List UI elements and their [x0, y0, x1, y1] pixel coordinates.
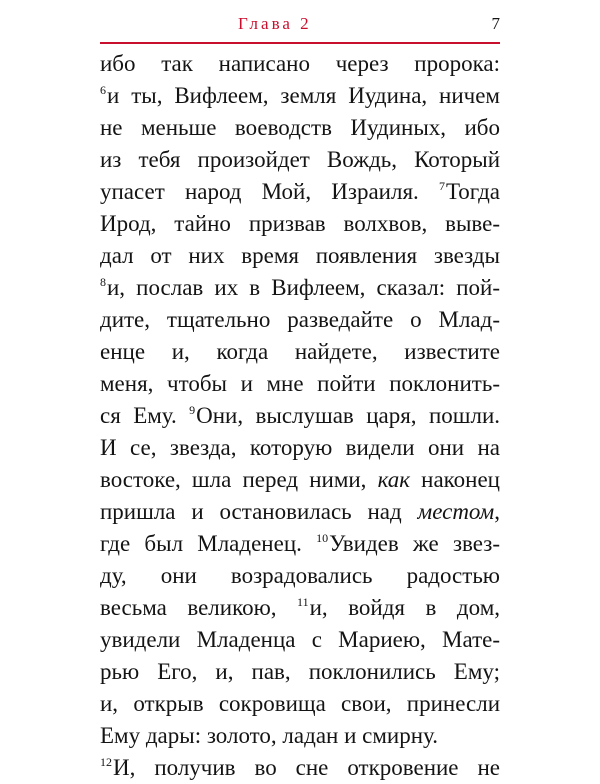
- text-segment: востоке, шла перед ними,: [100, 467, 378, 492]
- text-line: [100, 208, 500, 240]
- text-segment: дал от них время появления звезды: [100, 243, 500, 268]
- text-segment: меня, чтобы и мне пойти поклонить-: [100, 371, 500, 396]
- text-line: [100, 272, 500, 304]
- chapter-heading: Глава 2: [238, 14, 312, 33]
- text-segment: рью Его, и, пав, поклонились Ему;: [100, 659, 500, 684]
- text-segment: весьма великою,: [100, 595, 298, 620]
- text-line: [100, 112, 500, 144]
- text-segment: Увидев же звез-: [329, 531, 500, 556]
- header-rule: [100, 42, 500, 44]
- text-segment: наконец: [410, 467, 500, 492]
- text-segment: Ему дары: золото, ладан и смирну.: [100, 723, 438, 748]
- text-line: [100, 720, 500, 752]
- text-line: [100, 432, 500, 464]
- text-line: [100, 80, 500, 112]
- text-segment: Они, выслушав царя, пошли.: [196, 403, 500, 428]
- text-line: [100, 400, 500, 432]
- text-line: [100, 528, 500, 560]
- text-segment: ду, они возрадовались радостью: [100, 563, 500, 588]
- text-line: [100, 560, 500, 592]
- text-segment: Ирод, тайно призвав волхвов, выве-: [100, 211, 500, 236]
- verse-number: 10: [316, 531, 329, 545]
- verse-number: 12: [100, 755, 112, 769]
- text-segment: Тогда: [445, 179, 500, 204]
- text-segment: и, послав их в Вифлеем, сказал: пой-: [107, 275, 500, 300]
- italic-word: как: [377, 467, 411, 492]
- verse-number: 9: [189, 403, 196, 417]
- text-line: [100, 240, 500, 272]
- text-segment: и, войдя в дом,: [309, 595, 501, 620]
- text-line: [100, 144, 500, 176]
- text-line: [100, 656, 500, 688]
- scripture-text: [100, 48, 500, 784]
- text-line: [100, 592, 500, 624]
- text-line: [100, 176, 500, 208]
- text-line: [100, 752, 500, 784]
- italic-word: местом: [417, 499, 495, 524]
- text-segment: и ты, Вифлеем, земля Иудина, ничем: [107, 83, 500, 108]
- page-number: 7: [491, 14, 500, 33]
- text-segment: ибо так написано через пророка:: [100, 51, 500, 76]
- text-segment: не меньше воеводств Иудиных, ибо: [100, 115, 500, 140]
- text-segment: пришла и остановилась над: [100, 499, 418, 524]
- text-segment: упасет народ Мой, Израиля.: [100, 179, 439, 204]
- verse-number: 11: [297, 595, 309, 609]
- text-line: [100, 368, 500, 400]
- text-segment: ,: [494, 499, 500, 524]
- text-line: [100, 336, 500, 368]
- text-line: [100, 48, 500, 80]
- text-segment: увидели Младенца с Мариею, Мате-: [100, 627, 500, 652]
- text-segment: И, получив во сне откровение не: [113, 755, 500, 780]
- text-segment: енце и, когда найдете, известите: [100, 339, 500, 364]
- text-segment: ся Ему.: [100, 403, 190, 428]
- text-line: [100, 496, 500, 528]
- text-line: [100, 464, 500, 496]
- text-segment: дите, тщательно разведайте о Млад-: [100, 307, 500, 332]
- text-line: [100, 304, 500, 336]
- verse-number: 7: [438, 179, 445, 193]
- text-segment: где был Младенец.: [100, 531, 317, 556]
- text-line: [100, 624, 500, 656]
- running-header: [100, 14, 500, 44]
- text-line: [100, 688, 500, 720]
- text-segment: И се, звезда, которую видели они на: [100, 435, 500, 460]
- verse-number: 8: [100, 275, 106, 289]
- verse-number: 6: [100, 83, 106, 97]
- text-segment: из тебя произойдет Вождь, Который: [100, 147, 500, 172]
- text-segment: и, открыв сокровища свои, принесли: [100, 691, 500, 716]
